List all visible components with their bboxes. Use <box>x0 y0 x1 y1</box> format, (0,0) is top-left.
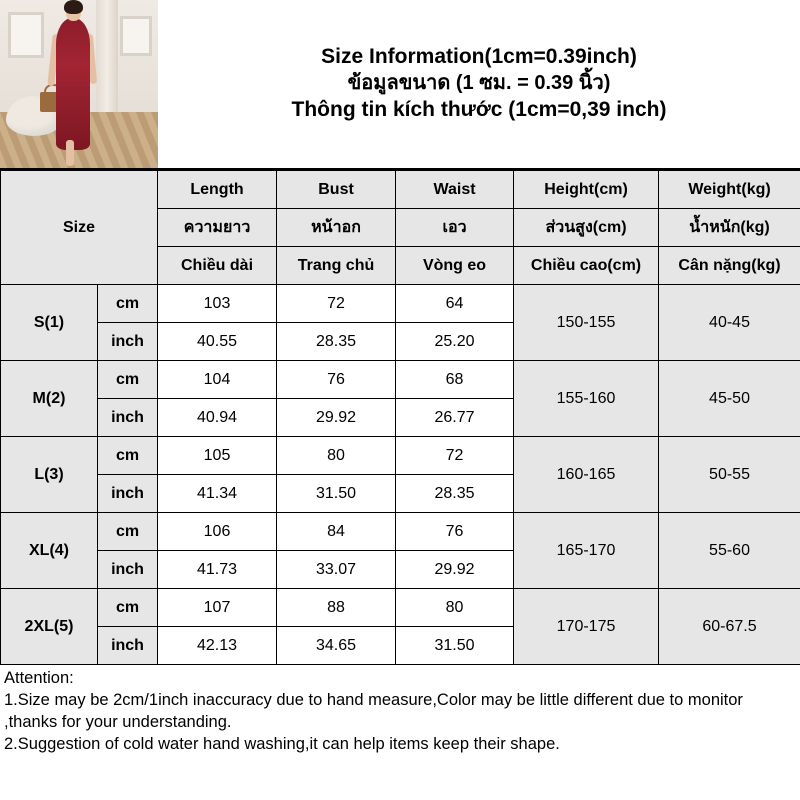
attention-line-2: 2.Suggestion of cold water hand washing,it can help items keep their shape. <box>4 734 560 753</box>
attention-note <box>0 665 800 756</box>
size-table <box>0 170 800 665</box>
header-bust-en: Bust <box>277 171 396 209</box>
photo-picture-frame-right <box>120 16 152 56</box>
cell-bust-cm: 84 <box>277 513 396 551</box>
cell-length-inch: 40.94 <box>158 399 277 437</box>
cell-waist-inch: 26.77 <box>396 399 514 437</box>
cell-height: 155-160 <box>514 361 659 437</box>
header-waist-en: Waist <box>396 171 514 209</box>
cell-bust-cm: 88 <box>277 589 396 627</box>
header-bust-vi: Trang chủ <box>277 247 396 285</box>
cell-length-cm: 106 <box>158 513 277 551</box>
header-bust-th: หน้าอก <box>277 209 396 247</box>
table-header-row-en <box>1 171 800 209</box>
cell-waist-inch: 29.92 <box>396 551 514 589</box>
header-length-vi: Chiều dài <box>158 247 277 285</box>
cell-height: 165-170 <box>514 513 659 589</box>
cell-bust-inch: 29.92 <box>277 399 396 437</box>
cell-weight: 60-67.5 <box>659 589 800 665</box>
cell-waist-cm: 76 <box>396 513 514 551</box>
photo-model-leg <box>66 140 74 166</box>
row-size-l: L(3) <box>1 437 98 513</box>
cell-waist-cm: 72 <box>396 437 514 475</box>
cell-height: 170-175 <box>514 589 659 665</box>
cell-bust-cm: 76 <box>277 361 396 399</box>
title-block <box>158 0 800 168</box>
table-row <box>1 589 800 627</box>
unit-inch: inch <box>98 399 158 437</box>
cell-length-inch: 40.55 <box>158 323 277 361</box>
cell-weight: 55-60 <box>659 513 800 589</box>
cell-waist-cm: 68 <box>396 361 514 399</box>
header-length-th: ความยาว <box>158 209 277 247</box>
title-english: Size Information(1cm=0.39inch) <box>321 45 637 69</box>
photo-model-hair <box>64 0 83 14</box>
row-size-xl: XL(4) <box>1 513 98 589</box>
header-length-en: Length <box>158 171 277 209</box>
cell-length-inch: 41.34 <box>158 475 277 513</box>
table-row <box>1 285 800 323</box>
unit-cm: cm <box>98 437 158 475</box>
header-height-th: ส่วนสูง(cm) <box>514 209 659 247</box>
cell-waist-cm: 64 <box>396 285 514 323</box>
cell-weight: 45-50 <box>659 361 800 437</box>
unit-cm: cm <box>98 361 158 399</box>
table-row <box>1 437 800 475</box>
cell-bust-inch: 31.50 <box>277 475 396 513</box>
header-weight-th: น้ำหนัก(kg) <box>659 209 800 247</box>
cell-waist-inch: 31.50 <box>396 627 514 665</box>
cell-length-inch: 41.73 <box>158 551 277 589</box>
photo-model-dress <box>56 18 90 150</box>
cell-weight: 40-45 <box>659 285 800 361</box>
table-row <box>1 361 800 399</box>
attention-heading: Attention: <box>4 669 74 687</box>
header-waist-th: เอว <box>396 209 514 247</box>
header-height-en: Height(cm) <box>514 171 659 209</box>
cell-waist-cm: 80 <box>396 589 514 627</box>
photo-curtain <box>96 0 118 120</box>
title-vietnamese: Thông tin kích thước (1cm=0,39 inch) <box>291 97 667 121</box>
cell-length-inch: 42.13 <box>158 627 277 665</box>
unit-inch: inch <box>98 627 158 665</box>
unit-inch: inch <box>98 475 158 513</box>
photo-picture-frame-left <box>8 12 44 58</box>
unit-inch: inch <box>98 323 158 361</box>
header-weight-vi: Cân nặng(kg) <box>659 247 800 285</box>
header-height-vi: Chiều cao(cm) <box>514 247 659 285</box>
cell-bust-inch: 33.07 <box>277 551 396 589</box>
cell-length-cm: 107 <box>158 589 277 627</box>
cell-weight: 50-55 <box>659 437 800 513</box>
unit-cm: cm <box>98 513 158 551</box>
table-row <box>1 513 800 551</box>
cell-waist-inch: 25.20 <box>396 323 514 361</box>
cell-bust-inch: 28.35 <box>277 323 396 361</box>
product-photo <box>0 0 158 168</box>
cell-bust-cm: 80 <box>277 437 396 475</box>
cell-height: 160-165 <box>514 437 659 513</box>
row-size-m: M(2) <box>1 361 98 437</box>
cell-length-cm: 105 <box>158 437 277 475</box>
cell-waist-inch: 28.35 <box>396 475 514 513</box>
cell-height: 150-155 <box>514 285 659 361</box>
cell-bust-inch: 34.65 <box>277 627 396 665</box>
cell-length-cm: 104 <box>158 361 277 399</box>
header-weight-en: Weight(kg) <box>659 171 800 209</box>
unit-cm: cm <box>98 589 158 627</box>
cell-bust-cm: 72 <box>277 285 396 323</box>
unit-cm: cm <box>98 285 158 323</box>
header-waist-vi: Vòng eo <box>396 247 514 285</box>
row-size-2xl: 2XL(5) <box>1 589 98 665</box>
unit-inch: inch <box>98 551 158 589</box>
cell-length-cm: 103 <box>158 285 277 323</box>
header <box>0 0 800 170</box>
attention-line-1: 1.Size may be 2cm/1inch inaccuracy due to hand measure,Color may be little different due to monitor ,thanks for your understanding. <box>4 690 743 731</box>
title-thai: ข้อมูลขนาด (1 ซม. = 0.39 นิ้ว) <box>347 72 611 95</box>
row-size-s: S(1) <box>1 285 98 361</box>
size-column-title: Size <box>1 171 158 285</box>
